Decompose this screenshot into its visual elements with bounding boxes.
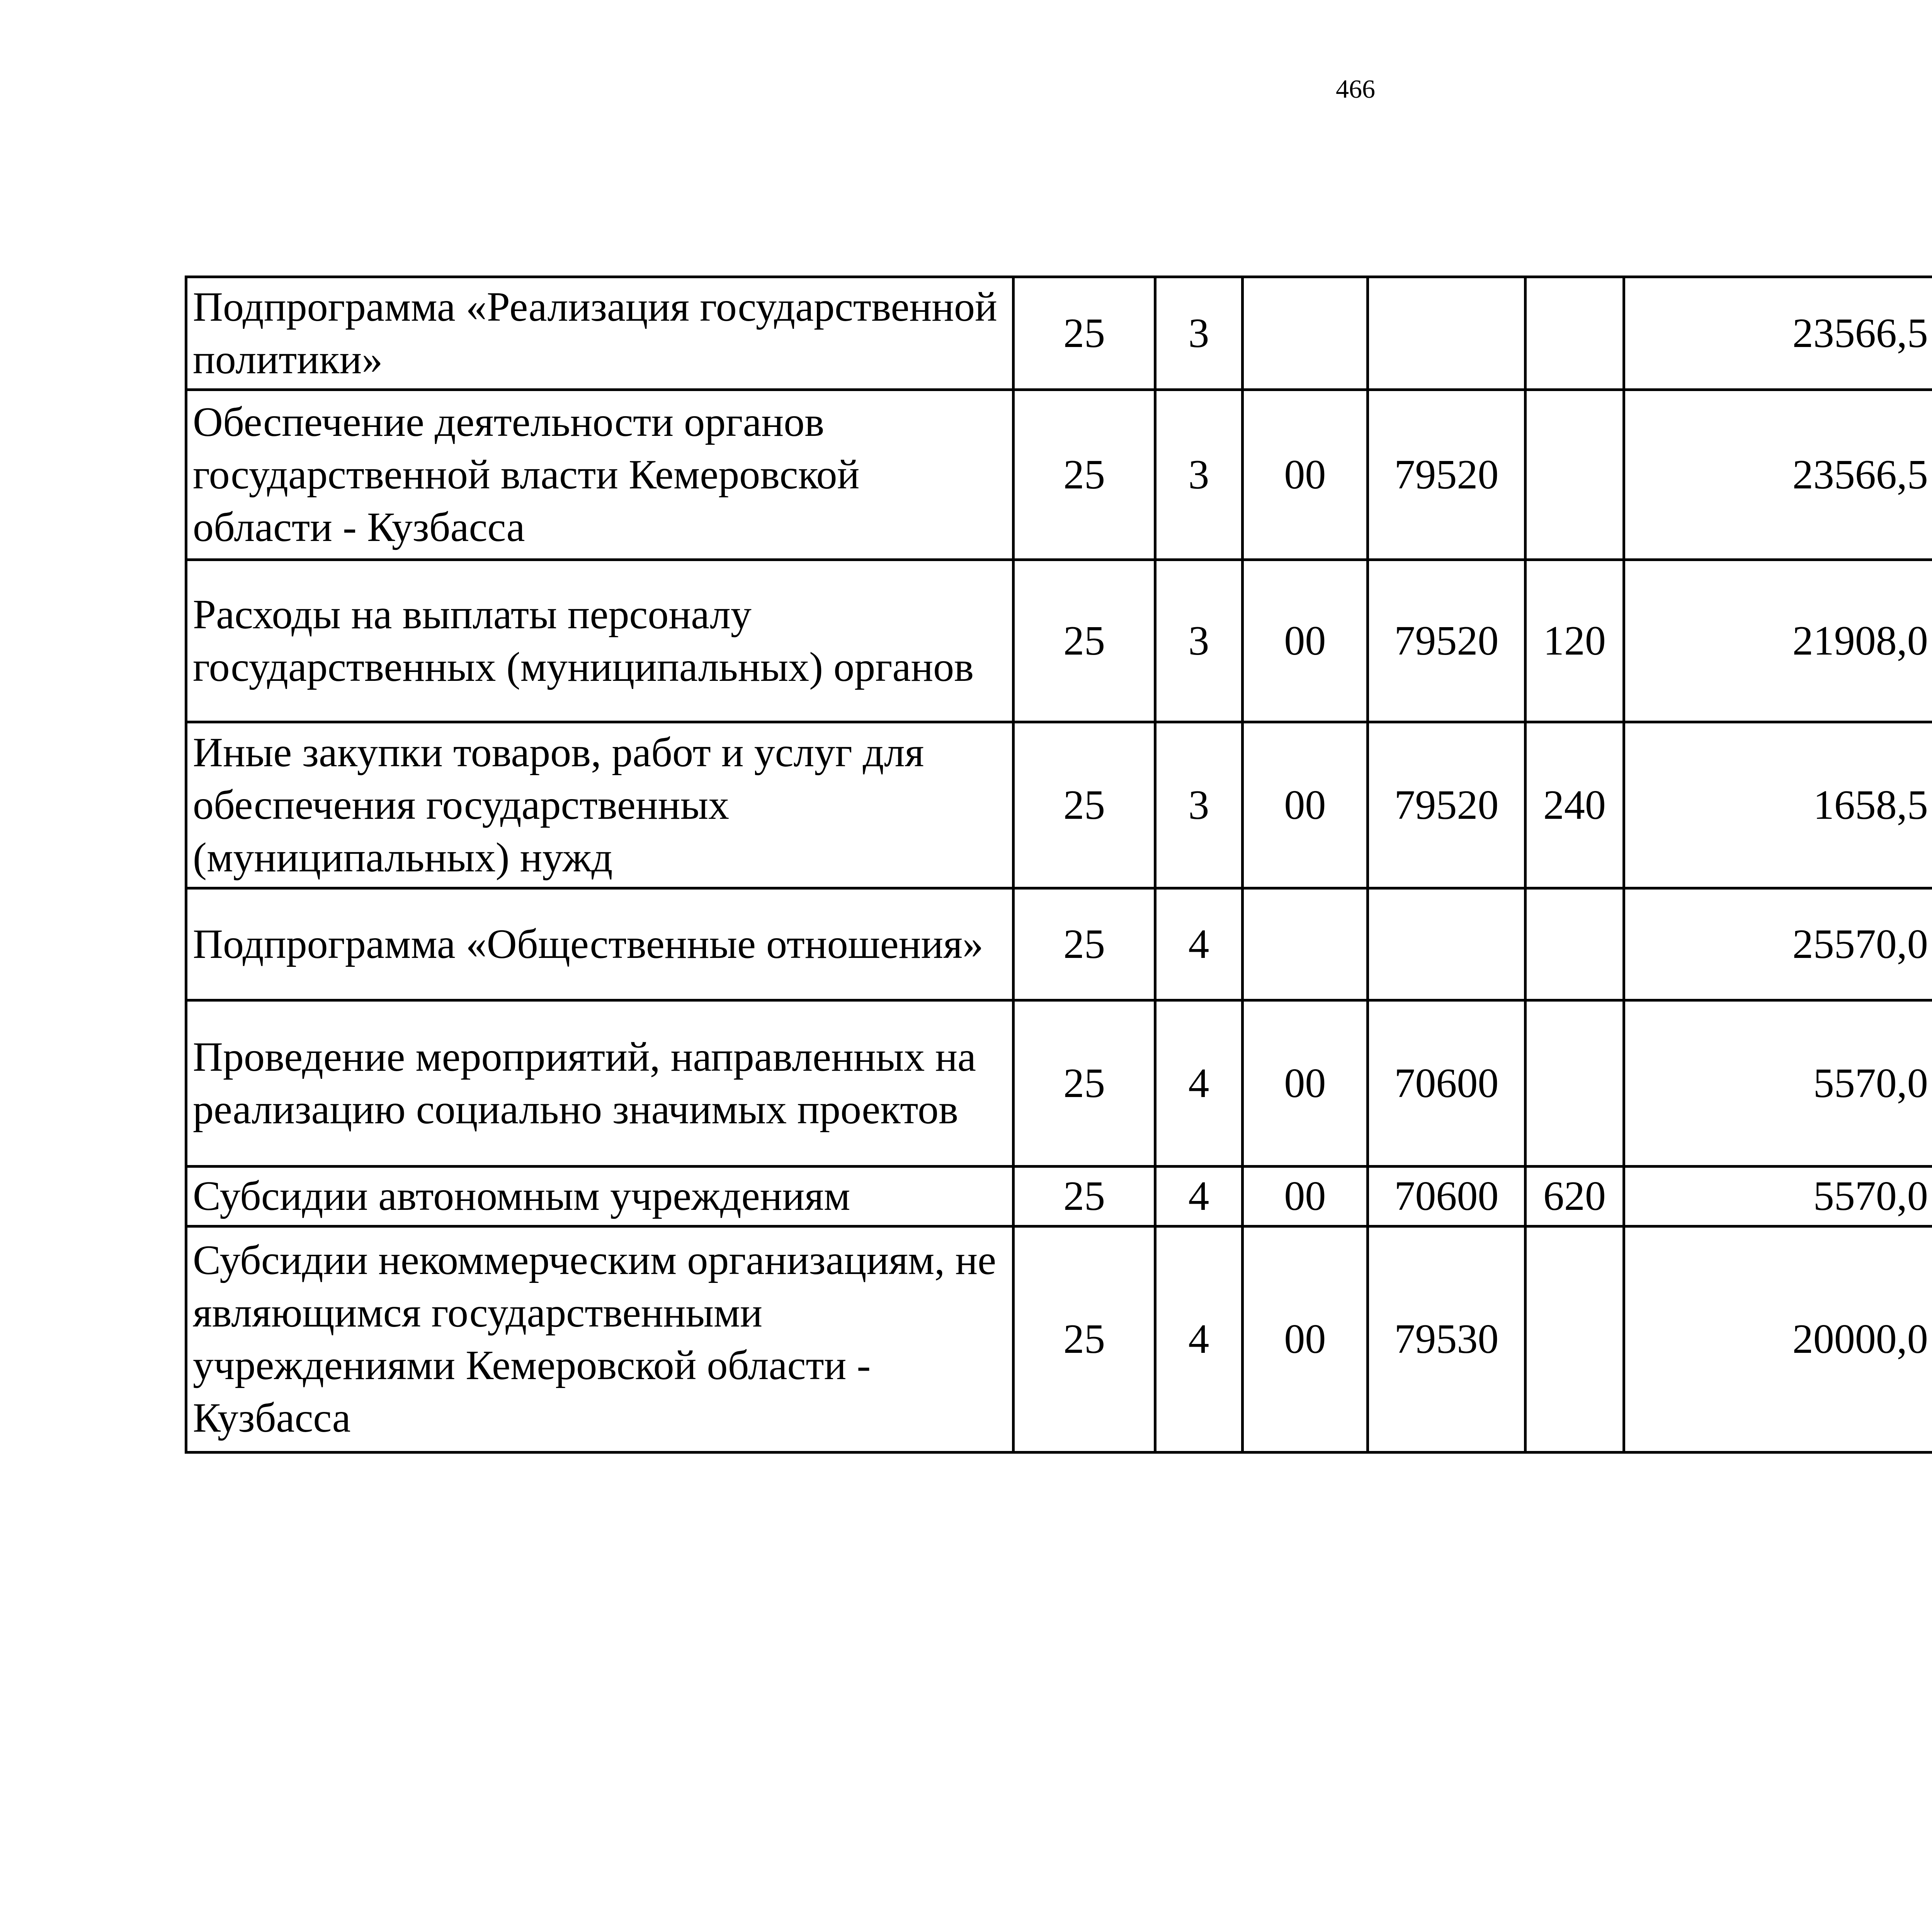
subprogram-code: 3 [1155, 722, 1242, 888]
program-code: 25 [1014, 1226, 1155, 1453]
direction-code: 00 [1243, 1226, 1367, 1453]
subprogram-code: 3 [1155, 277, 1242, 390]
direction-code [1243, 888, 1367, 1000]
table-row [186, 888, 1932, 1000]
target-code: 70600 [1367, 1000, 1526, 1167]
row-name: Расходы на выплаты персоналу государственных (муниципальных) органов [186, 560, 1014, 722]
sum-year-1: 25570,0 [1624, 888, 1932, 1000]
expense-type-code [1526, 1226, 1624, 1453]
target-code: 79520 [1367, 722, 1526, 888]
expense-type-code: 240 [1526, 722, 1624, 888]
table-row [186, 1167, 1932, 1226]
table-row [186, 1226, 1932, 1453]
sum-year-1: 23566,5 [1624, 277, 1932, 390]
expense-type-code: 120 [1526, 560, 1624, 722]
subprogram-code: 4 [1155, 1226, 1242, 1453]
expense-type-code [1526, 888, 1624, 1000]
page-number: 466 [1336, 74, 1375, 104]
row-name: Субсидии некоммерческим организациям, не являющимся государственными учреждениями Кемеровской области - Кузбасса [186, 1226, 1014, 1453]
budget-table [185, 276, 1932, 1454]
subprogram-code: 3 [1155, 390, 1242, 560]
subprogram-code: 3 [1155, 560, 1242, 722]
sum-year-1: 5570,0 [1624, 1000, 1932, 1167]
sum-year-1: 5570,0 [1624, 1167, 1932, 1226]
target-code: 70600 [1367, 1167, 1526, 1226]
table-row [186, 722, 1932, 888]
sum-year-1: 20000,0 [1624, 1226, 1932, 1453]
sum-year-1: 1658,5 [1624, 722, 1932, 888]
row-name: Подпрограмма «Общественные отношения» [186, 888, 1014, 1000]
expense-type-code: 620 [1526, 1167, 1624, 1226]
row-name: Проведение мероприятий, направленных на реализацию социально значимых проектов [186, 1000, 1014, 1167]
program-code: 25 [1014, 277, 1155, 390]
table-row [186, 277, 1932, 390]
expense-type-code [1526, 1000, 1624, 1167]
row-name: Обеспечение деятельности органов государственной власти Кемеровской области - Кузбасса [186, 390, 1014, 560]
program-code: 25 [1014, 722, 1155, 888]
program-code: 25 [1014, 888, 1155, 1000]
expense-type-code [1526, 277, 1624, 390]
program-code: 25 [1014, 390, 1155, 560]
expense-type-code [1526, 390, 1624, 560]
row-name: Иные закупки товаров, работ и услуг для обеспечения государственных (муниципальных) нужд [186, 722, 1014, 888]
table-row [186, 560, 1932, 722]
row-name: Субсидии автономным учреждениям [186, 1167, 1014, 1226]
direction-code: 00 [1243, 390, 1367, 560]
subprogram-code: 4 [1155, 1000, 1242, 1167]
direction-code: 00 [1243, 1167, 1367, 1226]
target-code [1367, 277, 1526, 390]
table-row [186, 390, 1932, 560]
program-code: 25 [1014, 1000, 1155, 1167]
target-code [1367, 888, 1526, 1000]
target-code: 79520 [1367, 560, 1526, 722]
subprogram-code: 4 [1155, 1167, 1242, 1226]
table-row [186, 1000, 1932, 1167]
sum-year-1: 23566,5 [1624, 390, 1932, 560]
target-code: 79520 [1367, 390, 1526, 560]
program-code: 25 [1014, 1167, 1155, 1226]
subprogram-code: 4 [1155, 888, 1242, 1000]
sum-year-1: 21908,0 [1624, 560, 1932, 722]
target-code: 79530 [1367, 1226, 1526, 1453]
direction-code: 00 [1243, 1000, 1367, 1167]
program-code: 25 [1014, 560, 1155, 722]
direction-code: 00 [1243, 560, 1367, 722]
direction-code [1243, 277, 1367, 390]
direction-code: 00 [1243, 722, 1367, 888]
row-name: Подпрограмма «Реализация государственной политики» [186, 277, 1014, 390]
